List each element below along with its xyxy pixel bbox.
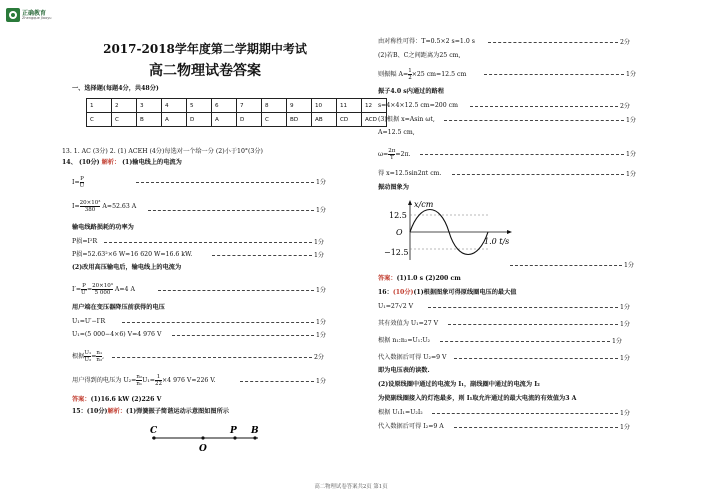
- answer-letter-cell: C: [262, 113, 287, 127]
- answer-table: [86, 98, 387, 127]
- dash-line: 2分: [470, 103, 630, 111]
- answer-number-cell: 4: [162, 99, 187, 113]
- dash-line: 1分: [212, 252, 324, 260]
- r-voltmeter: 即为电压表的读数.: [378, 367, 430, 374]
- loss-heading: 输电线路损耗的功率为: [72, 224, 134, 231]
- answer-number-cell: 11: [337, 99, 362, 113]
- dash-line: 1分: [104, 239, 324, 247]
- dash-line: 1分: [448, 321, 630, 329]
- x-axis-arrow: [507, 230, 512, 234]
- exam-subtitle: 高二物理试卷答案: [149, 63, 261, 79]
- point-P-dot: [233, 436, 236, 439]
- dash-line: 1分: [452, 171, 636, 179]
- dash-line: 1分: [136, 179, 326, 187]
- point-B-dot: [253, 436, 256, 439]
- r-A: A=12.5 cm,: [378, 129, 415, 136]
- label-C: C: [150, 426, 158, 436]
- eq-U2: 用户得到的电压为 U₂= $\frac{\text{n₂}}{\text{n₁}}$ U₁= $\frac{1}{22}$ ×4 976 V≈226 V.: [72, 374, 216, 387]
- r-x-equation: 得 x=12.5sin2πt cm.: [378, 170, 442, 177]
- answer-letter-cell: AB: [312, 113, 337, 127]
- r-U1-eff: 其有效值为 U₁=27 V: [378, 320, 439, 327]
- eq-P-loss: P损=I²R: [72, 238, 98, 245]
- dash-line: 2分: [488, 39, 630, 47]
- answer-letter-cell: D: [237, 113, 262, 127]
- answer-letter-cell: B: [137, 113, 162, 127]
- dash-line: 1分: [420, 151, 636, 159]
- y-tick-bottom: −12.5: [384, 248, 409, 257]
- answer-letter-cell: ACD: [362, 113, 387, 127]
- answer-number-row: [87, 99, 387, 113]
- r-power: 根据 U₁I₁=U₂I₂: [378, 409, 423, 416]
- r-U2: 代入数据后可得 U₂=9 V: [378, 354, 447, 361]
- r-part2: (2)设原线圈中通过的电流为 I₁，副线圈中通过的电流为 I₂: [378, 381, 540, 388]
- r-max-current: 为使副线圈接入的灯泡最多，则 I₁取允许通过的最大电流的有效值为3 A: [378, 395, 577, 402]
- dash-line: 1分: [454, 355, 630, 363]
- answer-letter-cell: CD: [337, 113, 362, 127]
- page-footer: 高二物理试卷答案共2页 第1页: [314, 484, 388, 490]
- dash-line: 1分: [122, 319, 326, 327]
- r-amplitude: 则振幅 A= $\frac{1}{2}$ ×25 cm=12.5 cm: [378, 68, 467, 81]
- r-distance: (2)若B、C之间距离为25 cm,: [378, 52, 461, 59]
- label-O: O: [199, 444, 207, 454]
- dash-line: 1分: [432, 410, 630, 418]
- eq-U1: U₁=U′−I′R: [72, 318, 106, 325]
- answer-number-cell: 6: [212, 99, 237, 113]
- r-path: s=4×4×12.5 cm=200 cm: [378, 102, 458, 109]
- eq-P-loss-value: P损=52.63²×6 W≈16 620 W=16.6 kW.: [72, 251, 193, 258]
- school-logo: [6, 8, 52, 24]
- answer-number-cell: 10: [312, 99, 337, 113]
- dash-line: 1分: [148, 207, 326, 215]
- eq-U1-value: U₁=(5 000−4×6) V=4 976 V: [72, 331, 162, 338]
- q14-part1: (1)输电线上的电流为: [122, 159, 182, 166]
- label-B: B: [251, 426, 259, 436]
- answer-letter-cell: A: [212, 113, 237, 127]
- answer-number-cell: 1: [87, 99, 112, 113]
- dash-line: 1分: [484, 71, 636, 79]
- r-I2: 代入数据后可得 I₂=9 A: [378, 423, 444, 430]
- answer-number-cell: 5: [187, 99, 212, 113]
- answer-letter-cell: BD: [287, 113, 312, 127]
- q14-jiexi: 解析：: [101, 159, 121, 166]
- logo-text-en: Zhengque Jiaoyu: [22, 16, 52, 20]
- point-O-dot: [201, 436, 204, 439]
- x-axis-label: 1.0 t/s: [484, 237, 510, 246]
- y-axis-arrow: [408, 200, 412, 205]
- logo-icon: [6, 8, 20, 22]
- answer-letter-row: [87, 113, 387, 127]
- q13-answer: 13. 1. AC (3分) 2. (1) ACEH (4分)每选对一个给一分 (2)小于10°(3分): [62, 148, 263, 155]
- q14-answer: 答案：(1)16.6 kW (2)226 V: [72, 396, 162, 403]
- point-C-dot: [152, 436, 155, 439]
- logo-text-cn: 正确教育: [22, 10, 47, 17]
- origin-label: O: [396, 228, 403, 237]
- eq-I-prime: I′= $\frac{P}{U'}$ = $\frac{\text{20×10³}}{5 000}$ A=4 A: [72, 283, 135, 296]
- eq-ratio: 根据 $\frac{\text{U₁}}{\text{U₂}}$ = $\frac{\text{n₁}}{\text{n₂}}$ ,: [72, 350, 105, 363]
- answer-number-cell: 7: [237, 99, 262, 113]
- r-ratio: 根据 n₁:n₂=U₁:U₂: [378, 337, 431, 344]
- part2-heading: (2)改用高压输电后，输电线上的电流为: [72, 264, 182, 271]
- dash-line: 1分: [172, 332, 326, 340]
- q15-heading-line: 15：(10分)解析：(1)弹簧振子简谐运动示意图如图所示: [72, 408, 229, 415]
- answer-letter-cell: D: [187, 113, 212, 127]
- r-graph-heading: 振动图象为: [378, 184, 409, 191]
- answer-letter-cell: C: [87, 113, 112, 127]
- q15-answer: 答案：(1)1.0 s (2)200 cm: [378, 275, 461, 282]
- answer-number-cell: 3: [137, 99, 162, 113]
- dash-line: 1分: [428, 304, 630, 312]
- exam-title: 2017-2018学年度第二学期期中考试: [103, 42, 307, 56]
- eq-I-value: I= $\frac{\text{20×10³}}{380}$ A≈52.63 A: [72, 200, 137, 213]
- dash-line: 1分: [440, 338, 622, 346]
- y-axis-label: x/cm: [414, 200, 434, 209]
- r-period: 由对称性可得：T=0.5×2 s=1.0 s: [378, 38, 475, 45]
- spring-oscillator-diagram: [140, 422, 270, 456]
- dash-line: 2分: [112, 354, 324, 362]
- section-heading: 一、选择题(每题4分，共48分): [72, 85, 159, 92]
- dash-line: 1分: [510, 262, 634, 270]
- answer-letter-cell: C: [112, 113, 137, 127]
- r-path-heading: 振子4.0 s内通过的路程: [378, 88, 444, 95]
- dash-line: 1分: [444, 117, 636, 125]
- answer-number-cell: 9: [287, 99, 312, 113]
- dash-line: 1分: [158, 287, 326, 295]
- answer-number-cell: 2: [112, 99, 137, 113]
- q14-heading: 14、 (10分): [62, 159, 100, 166]
- user-voltage-heading: 用户端在变压器降压前获得的电压: [72, 304, 165, 311]
- r-formula: (3)根据 x=Asin ωt,: [378, 116, 435, 123]
- dash-line: 1分: [240, 378, 326, 386]
- r-omega: ω= $\frac{2\pi}{T}$ =2π.: [378, 148, 411, 161]
- r-U1-max: U₁=27√2 V: [378, 303, 414, 310]
- answer-number-cell: 8: [262, 99, 287, 113]
- answer-number-cell: 12: [362, 99, 387, 113]
- q16-heading-line: 16：(10分)(1)根据图象可得原线圈电压的最大值: [378, 289, 517, 296]
- label-P: P: [230, 426, 237, 436]
- eq-I-P-U: I= $\frac{P}{U}$: [72, 176, 85, 189]
- dash-line: 1分: [454, 424, 630, 432]
- q14-heading-line: [62, 159, 182, 167]
- answer-letter-cell: A: [162, 113, 187, 127]
- vibration-graph: [384, 198, 524, 264]
- y-tick-top: 12.5: [389, 211, 407, 220]
